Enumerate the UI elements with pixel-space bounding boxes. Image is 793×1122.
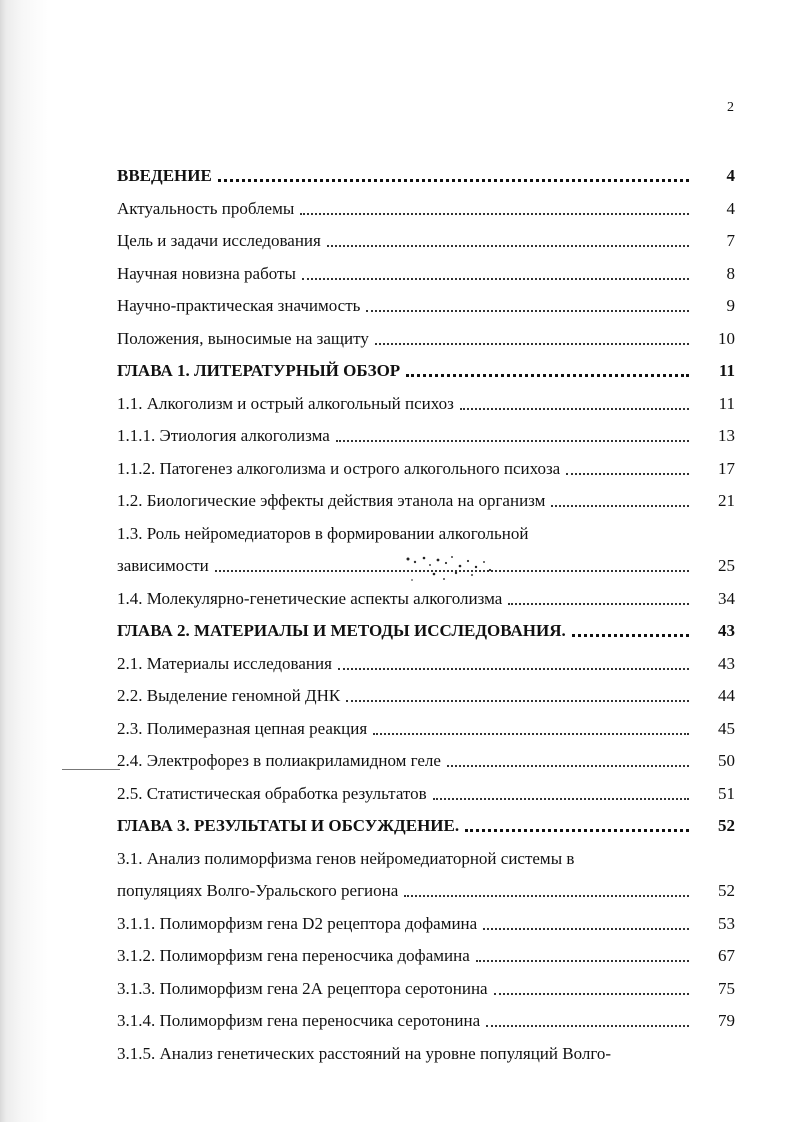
toc-entry <box>117 358 735 382</box>
toc-entry-page: 4 <box>726 166 735 185</box>
toc-dot-leader <box>460 396 689 410</box>
toc-entry-title: 2.5. Статистическая обработка результатов <box>117 784 427 803</box>
toc-entry-title: 2.4. Электрофорез в полиакриламидном геле <box>117 751 441 770</box>
toc-entry <box>117 293 735 317</box>
toc-entry-title: 3.1.5. Анализ генетических расстояний на уровне популяций Волго- <box>117 1044 612 1063</box>
toc-dot-leader <box>566 461 689 475</box>
toc-entry-page: 13 <box>718 426 735 445</box>
toc-entry-title: 2.1. Материалы исследования <box>117 654 332 673</box>
toc-entry <box>117 716 735 740</box>
toc-entry <box>117 813 735 837</box>
toc-entry-page: 43 <box>718 654 735 673</box>
toc-entry-title: Цель и задачи исследования <box>117 231 321 250</box>
toc-dot-leader <box>302 266 689 280</box>
toc-entry <box>117 456 735 480</box>
toc-entry-page: 79 <box>718 1011 735 1030</box>
toc-entry-title: 1.1. Алкоголизм и острый алкогольный психоз <box>117 394 454 413</box>
toc-entry-title: 1.1.1. Этиология алкоголизма <box>117 426 330 445</box>
toc-entry-page: 8 <box>726 264 735 283</box>
toc-entry <box>117 488 735 512</box>
toc-entry-page: 43 <box>718 621 735 640</box>
toc-entry-page: 52 <box>718 816 735 835</box>
toc-entry <box>117 748 735 772</box>
toc-dot-leader <box>447 753 689 767</box>
toc-entry-page: 9 <box>726 296 735 315</box>
toc-entry-page: 75 <box>718 979 735 998</box>
toc-dot-leader <box>375 331 689 345</box>
toc-dot-leader <box>327 233 689 247</box>
toc-entry <box>117 943 735 967</box>
toc-dot-leader <box>486 1013 689 1027</box>
toc-entry-title: ГЛАВА 2. МАТЕРИАЛЫ И МЕТОДЫ ИССЛЕДОВАНИЯ. <box>117 621 566 640</box>
toc-entry-title: 1.1.2. Патогенез алкоголизма и острого алкогольного психоза <box>117 459 561 478</box>
toc-entry-title: 1.2. Биологические эффекты действия этанола на организм <box>117 491 546 510</box>
toc-entry <box>117 911 735 935</box>
toc-entry <box>117 651 735 675</box>
toc-dot-leader <box>218 167 689 182</box>
toc-dot-leader <box>551 493 689 507</box>
toc-entry <box>117 423 735 447</box>
toc-dot-leader <box>406 362 689 377</box>
toc-entry <box>117 683 735 707</box>
toc-dot-leader <box>366 298 689 312</box>
toc-dot-leader <box>572 622 689 637</box>
toc-entry-title: ГЛАВА 3. РЕЗУЛЬТАТЫ И ОБСУЖДЕНИЕ. <box>117 816 460 835</box>
toc-entry-title: зависимости <box>117 556 209 575</box>
toc-entry-title: популяциях Волго-Уральского региона <box>117 881 399 900</box>
toc-dot-leader <box>404 883 689 897</box>
toc-entry-title: 1.3. Роль нейромедиаторов в формировании алкогольной <box>117 524 529 543</box>
toc-entry <box>117 391 735 415</box>
toc-entry <box>117 976 735 1000</box>
toc-dot-leader <box>508 591 689 605</box>
toc-entry-title: ГЛАВА 1. ЛИТЕРАТУРНЫЙ ОБЗОР <box>117 361 401 380</box>
toc-entry-page: 7 <box>726 231 735 250</box>
toc-entry-title: Актуальность проблемы <box>117 199 295 218</box>
toc-entry-page: 44 <box>718 686 735 705</box>
toc-entry-page: 17 <box>718 459 735 478</box>
scan-noise-specks <box>400 553 510 585</box>
toc-entry <box>117 228 735 252</box>
toc-dot-leader <box>373 721 689 735</box>
toc-entry <box>117 261 735 285</box>
toc-entry-page: 53 <box>718 914 735 933</box>
toc-entry <box>117 521 735 545</box>
toc-dot-leader <box>300 201 689 215</box>
toc-entry-page: 67 <box>718 946 735 965</box>
toc-entry-title: Положения, выносимые на защиту <box>117 329 369 348</box>
toc-entry-title: 3.1.2. Полиморфизм гена переносчика дофамина <box>117 946 470 965</box>
toc-dot-leader <box>483 916 689 930</box>
toc-entry <box>117 326 735 350</box>
toc-entry-page: 25 <box>718 556 735 575</box>
toc-entry-page: 52 <box>718 881 735 900</box>
toc-entry <box>117 618 735 642</box>
toc-entry-page: 21 <box>718 491 735 510</box>
toc-entry <box>117 846 735 870</box>
toc-entry-page: 45 <box>718 719 735 738</box>
toc-entry-title: 2.2. Выделение геномной ДНК <box>117 686 341 705</box>
toc-entry-page: 11 <box>718 361 735 380</box>
scan-margin-line <box>62 769 120 771</box>
toc-entry <box>117 586 735 610</box>
toc-dot-leader <box>465 817 689 832</box>
page-number: 2 <box>727 100 734 115</box>
toc-entry <box>117 878 735 902</box>
toc-entry-title: 3.1.1. Полиморфизм гена D2 рецептора дофамина <box>117 914 478 933</box>
toc-entry-page: 10 <box>718 329 735 348</box>
toc-entry <box>117 781 735 805</box>
toc-entry-title: Научно-практическая значимость <box>117 296 361 315</box>
toc-entry-title: 2.3. Полимеразная цепная реакция <box>117 719 368 738</box>
toc-entry <box>117 163 735 187</box>
toc-entry <box>117 196 735 220</box>
toc-entry-page: 34 <box>718 589 735 608</box>
toc-dot-leader <box>338 656 689 670</box>
toc-dot-leader <box>433 786 689 800</box>
toc-entry-title: 3.1.4. Полиморфизм гена переносчика серотонина <box>117 1011 481 1030</box>
toc-entry-title: 1.4. Молекулярно-генетические аспекты алкоголизма <box>117 589 503 608</box>
toc-entry-page: 51 <box>718 784 735 803</box>
toc-entry <box>117 1041 735 1065</box>
toc-entry-page: 4 <box>726 199 735 218</box>
toc-dot-leader <box>336 428 689 442</box>
toc-entry-page: 50 <box>718 751 735 770</box>
toc-entry-title: ВВЕДЕНИЕ <box>117 166 212 185</box>
toc-dot-leader <box>494 981 689 995</box>
toc-entry-title: 3.1.3. Полиморфизм гена 2А рецептора серотонина <box>117 979 488 998</box>
toc-dot-leader <box>476 948 689 962</box>
toc-entry-title: Научная новизна работы <box>117 264 296 283</box>
toc-dot-leader <box>346 688 689 702</box>
toc-entry-page: 11 <box>718 394 735 413</box>
toc-entry-title: 3.1. Анализ полиморфизма генов нейромедиаторной системы в <box>117 849 575 868</box>
toc-entry <box>117 1008 735 1032</box>
